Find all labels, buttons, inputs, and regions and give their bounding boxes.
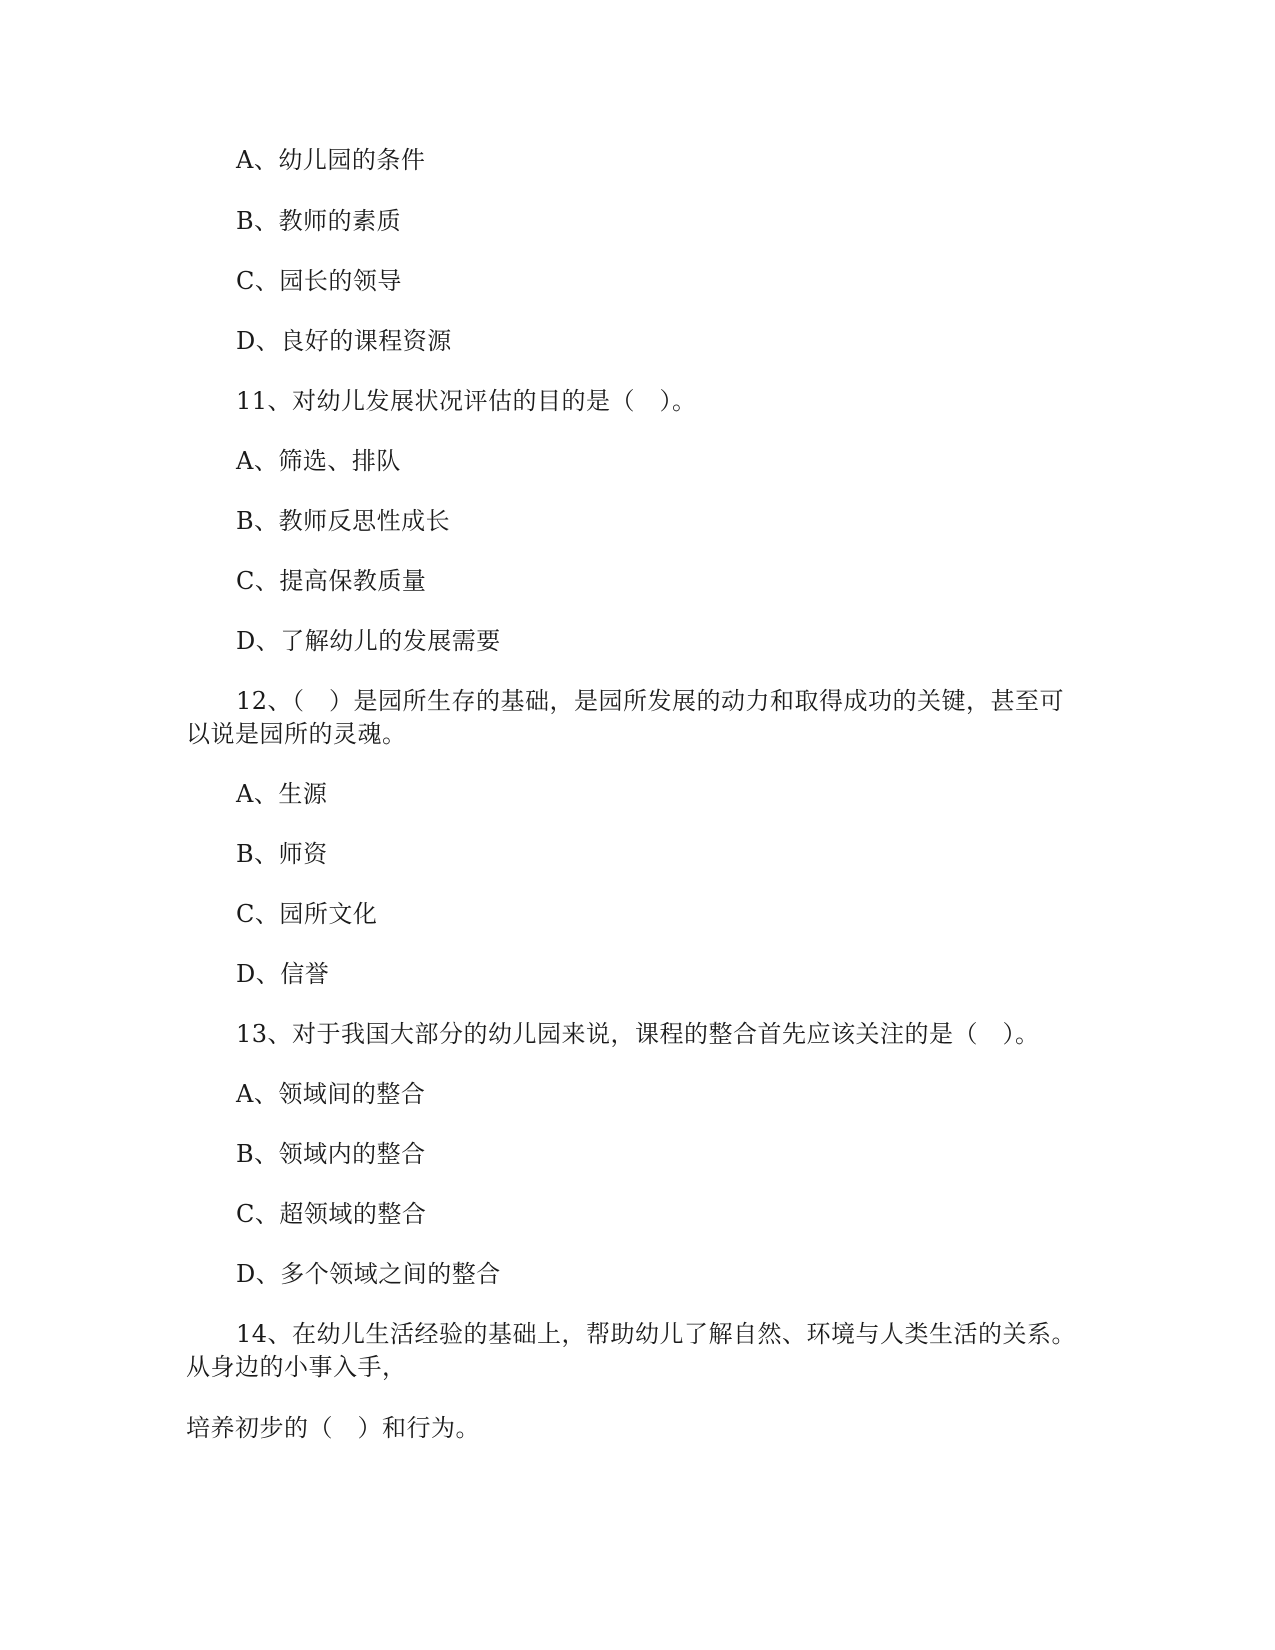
q13-option-b: B、领域内的整合: [236, 1140, 426, 1168]
q12-option-b: B、师资: [236, 840, 328, 868]
q10-option-a: A、幼儿园的条件: [236, 146, 426, 174]
q12-option-c: C、园所文化: [236, 900, 378, 928]
q12-option-a: A、生源: [236, 780, 328, 808]
q12-option-d: D、信誉: [236, 960, 330, 988]
q12-question-line1: 12、（ ）是园所生存的基础，是园所发展的动力和取得成功的关键，甚至可: [236, 687, 1065, 715]
q14-question-line2: 从身边的小事入手，: [186, 1353, 407, 1381]
q11-option-b: B、教师反思性成长: [236, 507, 451, 535]
q10-option-c: C、园长的领导: [236, 267, 402, 295]
q13-option-c: C、超领域的整合: [236, 1200, 427, 1228]
q12-question-line2: 以说是园所的灵魂。: [186, 720, 407, 748]
q13-option-d: D、多个领域之间的整合: [236, 1260, 501, 1288]
q11-question: 11、对幼儿发展状况评估的目的是（ ）。: [236, 387, 697, 415]
q14-question-line3: 培养初步的（ ）和行为。: [186, 1414, 480, 1442]
q10-option-b: B、教师的素质: [236, 207, 402, 235]
q13-option-a: A、领域间的整合: [236, 1080, 426, 1108]
q14-question-line1: 14、在幼儿生活经验的基础上，帮助幼儿了解自然、环境与人类生活的关系。: [236, 1320, 1077, 1348]
q11-option-a: A、筛选、排队: [236, 447, 401, 475]
q11-option-d: D、了解幼儿的发展需要: [236, 627, 501, 655]
q10-option-d: D、良好的课程资源: [236, 327, 452, 355]
q11-option-c: C、提高保教质量: [236, 567, 427, 595]
q13-question: 13、对于我国大部分的幼儿园来说，课程的整合首先应该关注的是（ ）。: [236, 1020, 1040, 1048]
